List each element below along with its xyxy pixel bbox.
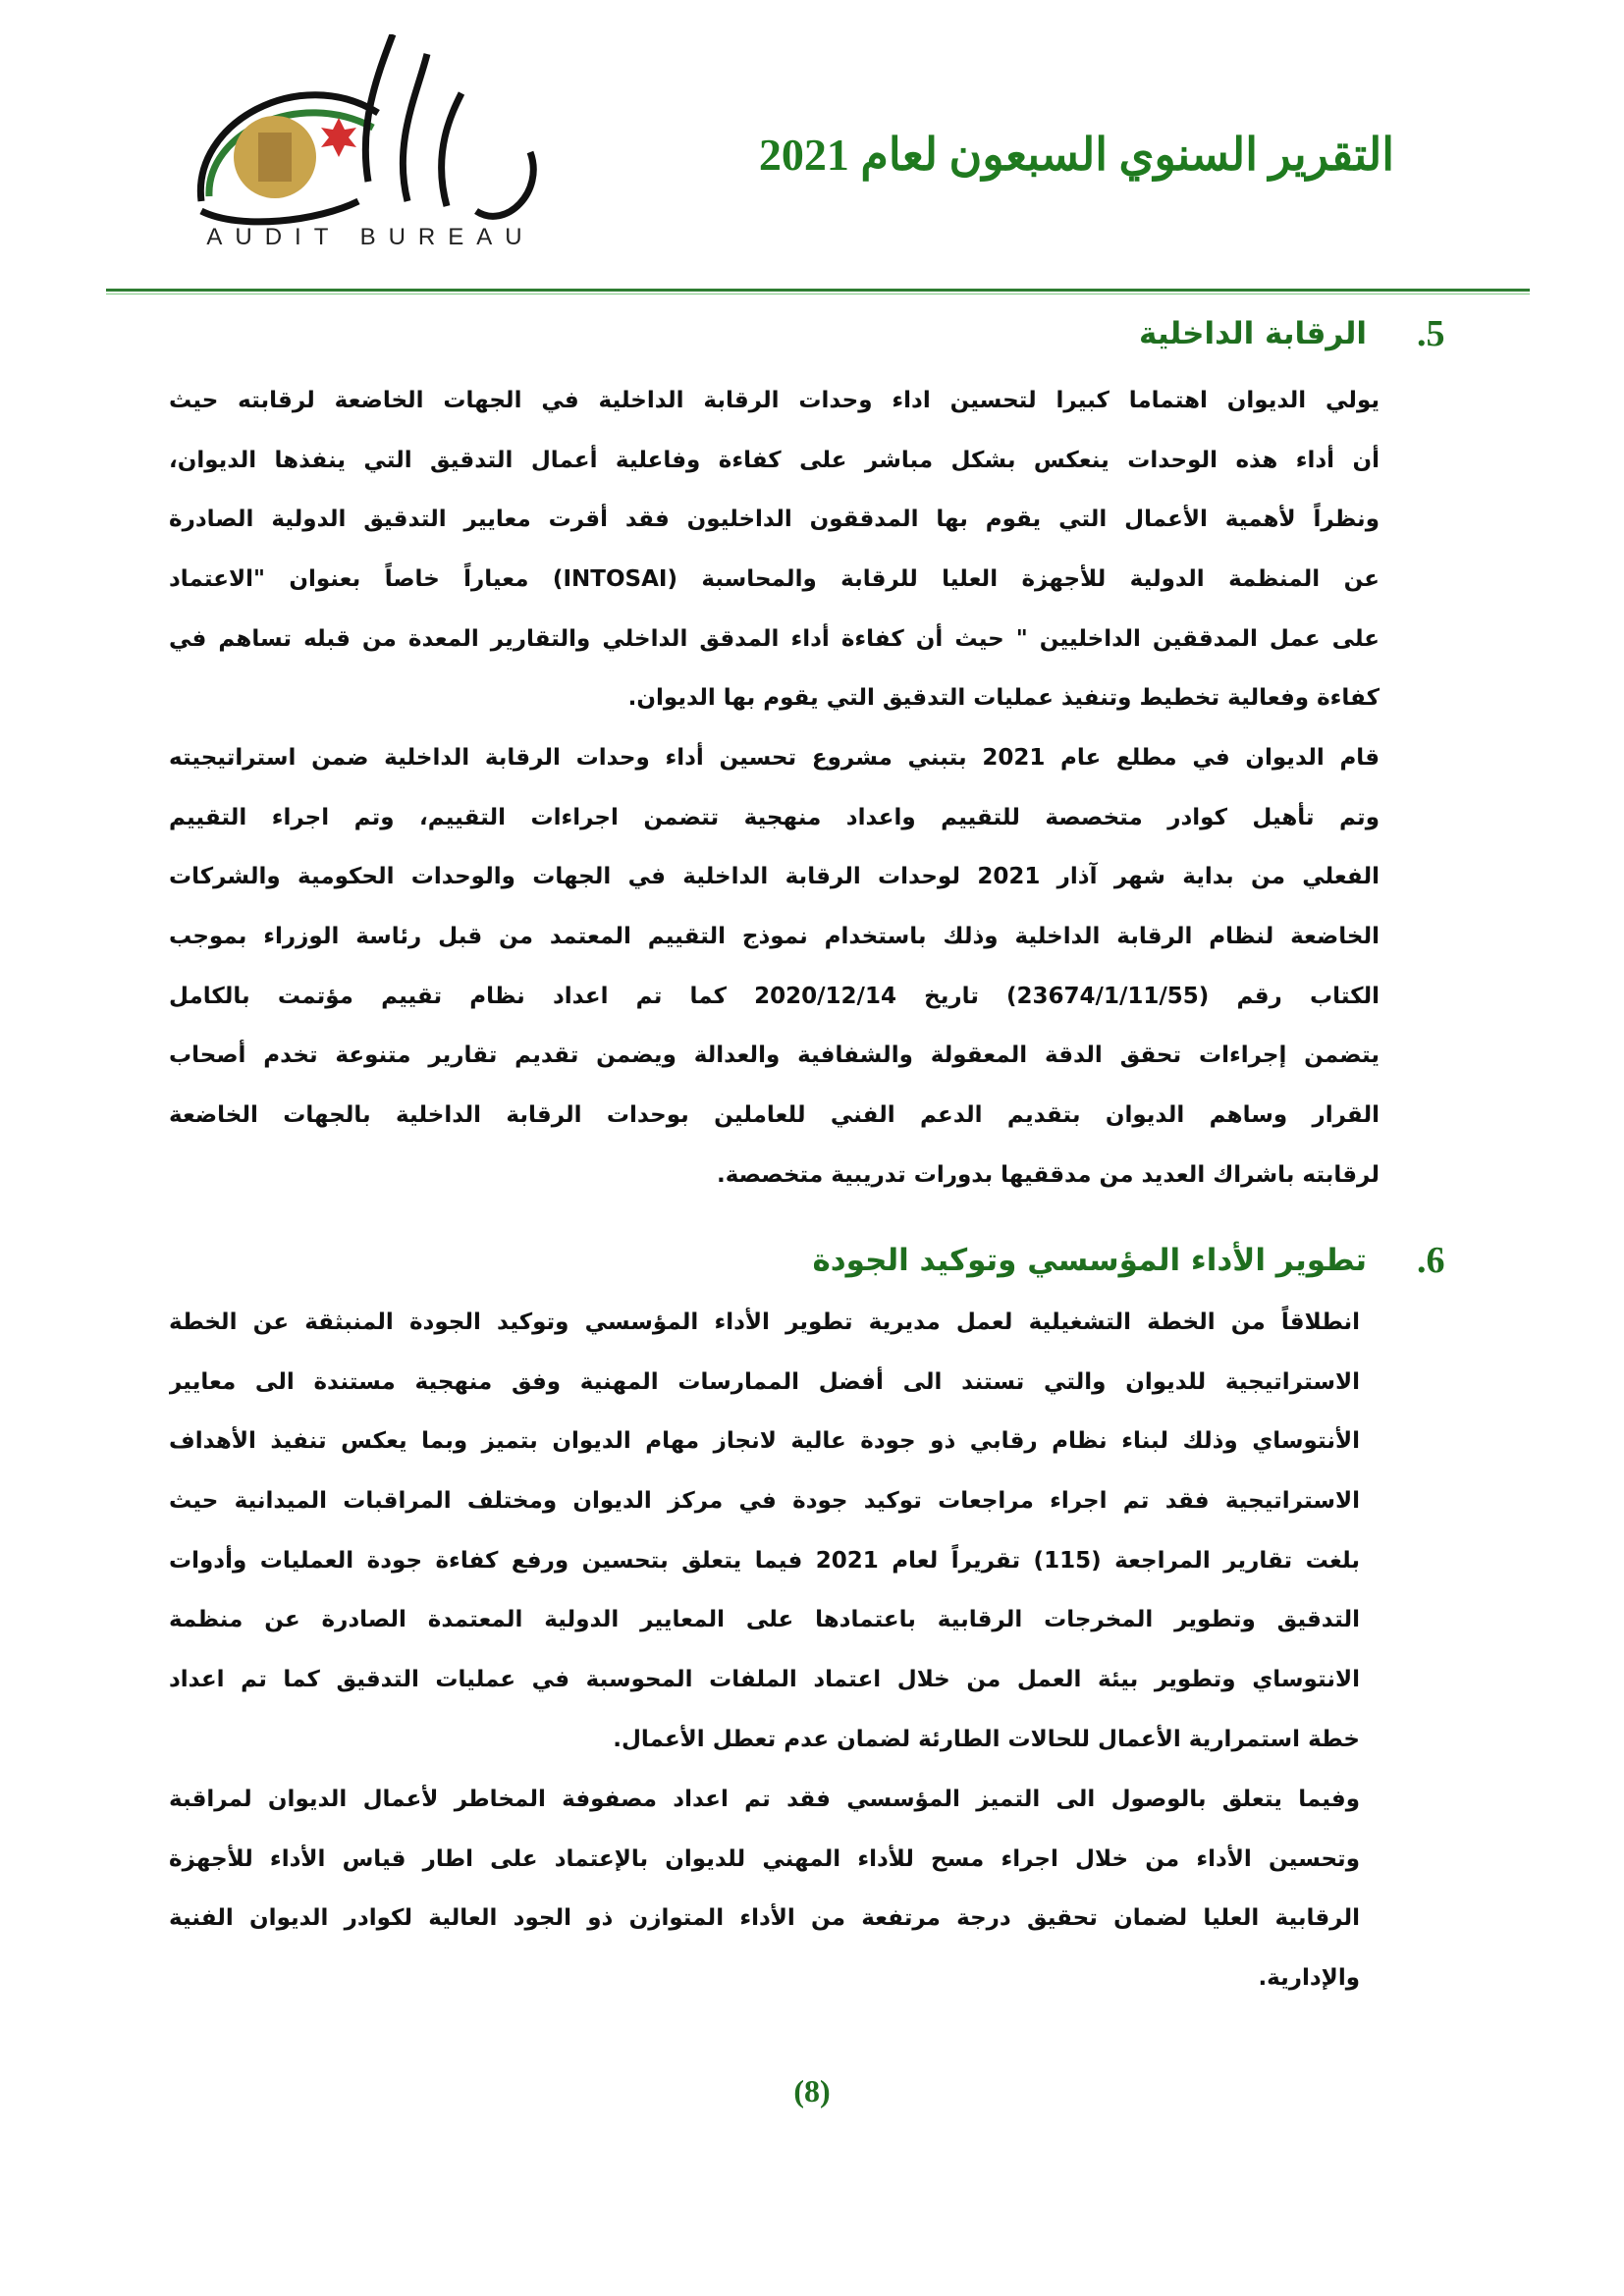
- text-line: لرقابته باشراك العديد من مدققيها بدورات تدريبية متخصصة.: [716, 1161, 1380, 1188]
- header-divider: [106, 289, 1530, 292]
- text-line: يتضمن إجراءات تحقق الدقة المعقولة والشفافية والعدالة ويضمن تقديم تقارير متنوعة تخدم أصحاب: [169, 1042, 1380, 1069]
- section-heading: الرقابة الداخلية: [1139, 316, 1367, 351]
- section-number: .6: [1417, 1240, 1445, 1281]
- text-line: أن أداء هذه الوحدات ينعكس بشكل مباشر على كفاءة وفاعلية أعمال التدقيق التي ينفذها الديوان،: [169, 447, 1380, 473]
- text-line: ونظراً لأهمية الأعمال التي يقوم بها المدققون الداخليون فقد أقرت معايير التدقيق الدولية الصادرة: [169, 507, 1380, 533]
- text-line: الرقابية العليا لضمان تحقيق درجة مرتفعة من الأداء المتوازن ذو الجود العالية لكوادر الديوان الفنية: [169, 1905, 1360, 1932]
- text-line: انطلاقاً من الخطة التشغيلية لعمل مديرية تطوير الأداء المؤسسي وتوكيد الجودة المنبثقة عن الخطة: [169, 1309, 1360, 1335]
- text-line: الاستراتيجية فقد تم اجراء مراجعات توكيد جودة في مركز الديوان ومختلف المراقبات الميدانية حيث: [169, 1488, 1360, 1515]
- text-line: كفاءة وفعالية تخطيط وتنفيذ عمليات التدقيق التي يقوم بها الديوان.: [627, 685, 1380, 712]
- text-line: والإدارية.: [1258, 1965, 1360, 1992]
- text-line: التدقيق وتطوير المخرجات الرقابية باعتمادها على المعايير الدولية المعتمدة الصادرة عن منظمة: [169, 1607, 1360, 1633]
- page-number: (8): [793, 2073, 831, 2109]
- text-line: خطة استمرارية الأعمال للحالات الطارئة لضمان عدم تعطل الأعمال.: [613, 1726, 1360, 1752]
- text-line: وتحسين الأداء من خلال اجراء مسح للأداء المهني للديوان بالإعتماد على اطار قياس الأداء للأجهزة: [169, 1845, 1360, 1872]
- text-line: الفعلي من بداية شهر آذار 2021 لوحدات الرقابة الداخلية في الجهات والوحدات الحكومية والشركات: [169, 864, 1380, 890]
- text-line: الكتاب رقم (23674/1/11/55) تاريخ 2020/12/14 كما تم اعداد نظام تقييم مؤتمت بالكامل: [169, 983, 1380, 1009]
- section-number: .5: [1417, 313, 1445, 354]
- logo-english-text: AUDIT BUREAU: [206, 224, 535, 250]
- text-line: وتم تأهيل كوادر متخصصة للتقييم واعداد منهجية تتضمن اجراءات التقييم، وتم اجراء التقييم: [169, 804, 1380, 830]
- text-line: بلغت تقارير المراجعة (115) تقريراً لعام 2021 فيما يتعلق بتحسين ورفع كفاءة جودة العمليات وأدوات: [169, 1547, 1360, 1574]
- section-6-paragraph-1: [169, 1293, 1360, 1770]
- text-line: الاستراتيجية للديوان والتي تستند الى أفضل الممارسات المهنية وفق منهجية مستندة الى معايير: [169, 1368, 1360, 1395]
- report-title: التقرير السنوي السبعون لعام 2021: [758, 130, 1394, 180]
- section-6-paragraph-2: [169, 1770, 1360, 2008]
- text-line: الأنتوساي وذلك لبناء نظام رقابي ذو جودة عالية لانجاز مهام الديوان بتميز وبما يعكس تنفيذ الأهداف: [169, 1428, 1360, 1455]
- text-line: يولي الديوان اهتماما كبيرا لتحسين اداء وحدات الرقابة الداخلية في الجهات الخاضعة لرقابته حيث: [169, 388, 1380, 413]
- section-heading: تطوير الأداء المؤسسي وتوكيد الجودة: [812, 1243, 1367, 1278]
- text-line: الانتوساي وتطوير بيئة العمل من خلال اعتماد الملفات المحوسبة في عمليات التدقيق كما تم اعداد: [169, 1667, 1360, 1693]
- text-line: عن المنظمة الدولية للأجهزة العليا للرقابة والمحاسبة (INTOSAI) معياراً خاصاً بعنوان "الاعتماد: [169, 566, 1380, 593]
- text-line: قام الديوان في مطلع عام 2021 بتبني مشروع تحسين أداء وحدات الرقابة الداخلية ضمن استراتيجيته: [169, 745, 1380, 771]
- text-line: على عمل المدققين الداخليين " حيث أن كفاءة أداء المدقق الداخلي والتقارير المعدة من قبله تساهم في: [169, 625, 1380, 652]
- text-line: وفيما يتعلق بالوصول الى التميز المؤسسي فقد تم اعداد مصفوفة المخاطر لأعمال الديوان لمراقبة: [169, 1787, 1360, 1812]
- text-line: الخاضعة لنظام الرقابة الداخلية وذلك باستخدام نموذج التقييم المعتمد من قبل رئاسة الوزراء بموجب: [169, 924, 1380, 950]
- text-line: القرار وساهم الديوان بتقديم الدعم الفني للعاملين بوحدات الرقابة الداخلية بالجهات الخاضعة: [169, 1102, 1380, 1129]
- section-5-paragraph-1: [169, 371, 1380, 728]
- section-5-paragraph-2: [169, 728, 1380, 1205]
